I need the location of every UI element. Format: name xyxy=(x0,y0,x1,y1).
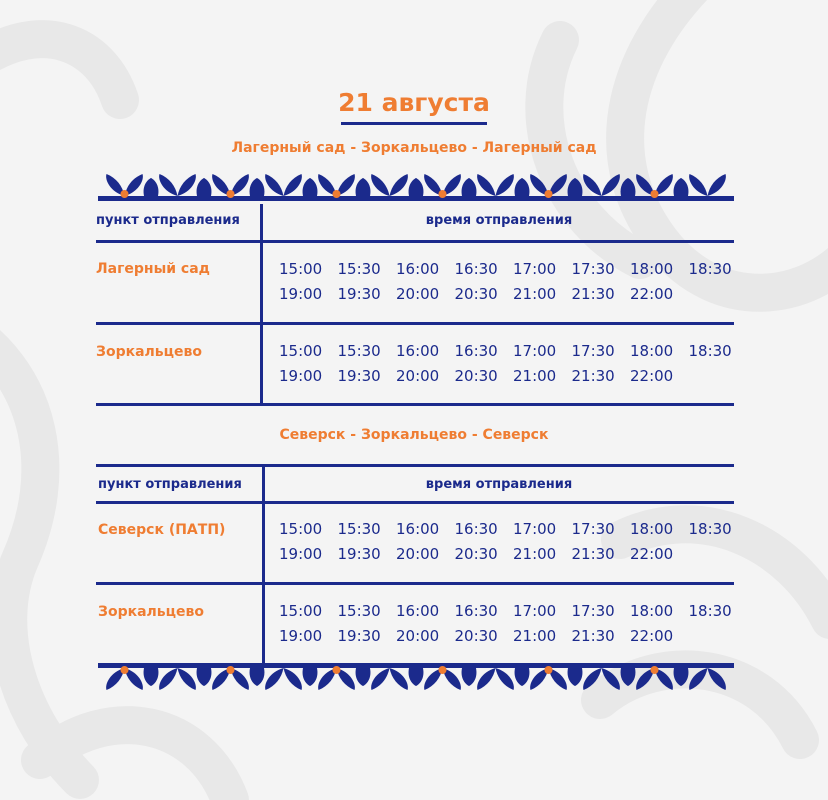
times-grid xyxy=(279,260,747,303)
time-cell: 17:30 xyxy=(571,342,615,360)
time-cell: 20:30 xyxy=(454,285,498,303)
time-cell: 20:30 xyxy=(454,545,498,563)
time-cell: 16:30 xyxy=(454,342,498,360)
time-cell: 19:30 xyxy=(337,627,381,645)
time-cell: 18:30 xyxy=(688,260,732,278)
time-cell: 18:00 xyxy=(630,520,674,538)
header-departure-point: пункт отправления xyxy=(98,477,242,492)
time-cell: 19:30 xyxy=(337,545,381,563)
time-cell: 17:00 xyxy=(513,602,557,620)
stop-name: Зоркальцево xyxy=(98,604,204,620)
times-grid xyxy=(279,602,747,645)
header-departure-time: время отправления xyxy=(425,213,573,228)
column-divider xyxy=(260,204,263,406)
time-cell: 20:00 xyxy=(396,367,440,385)
column-divider xyxy=(262,464,265,664)
time-cell: 16:30 xyxy=(454,602,498,620)
row-divider xyxy=(96,582,734,585)
time-cell: 20:00 xyxy=(396,627,440,645)
table-bottom-line xyxy=(96,403,734,406)
time-cell: 22:00 xyxy=(630,285,674,303)
time-cell: 22:00 xyxy=(630,367,674,385)
time-cell: 15:30 xyxy=(337,520,381,538)
schedule-table-1 xyxy=(96,204,734,408)
time-cell: 21:30 xyxy=(571,367,615,385)
time-cell: 16:30 xyxy=(454,520,498,538)
time-cell: 18:00 xyxy=(630,342,674,360)
time-cell: 22:00 xyxy=(630,545,674,563)
time-cell: 15:00 xyxy=(279,602,323,620)
time-cell: 15:00 xyxy=(279,260,323,278)
time-cell: 21:00 xyxy=(513,285,557,303)
date-title: 21 августа xyxy=(338,88,490,117)
time-cell: 19:00 xyxy=(279,627,323,645)
time-cell: 21:00 xyxy=(513,627,557,645)
time-cell: 15:30 xyxy=(337,260,381,278)
times-grid xyxy=(279,342,747,385)
time-cell: 18:30 xyxy=(688,520,732,538)
route-title-1: Лагерный сад - Зоркальцево - Лагерный сад xyxy=(231,140,597,156)
time-cell: 20:30 xyxy=(454,627,498,645)
time-cell: 19:30 xyxy=(337,285,381,303)
time-cell: 19:00 xyxy=(279,545,323,563)
time-cell: 16:00 xyxy=(396,342,440,360)
time-cell: 17:00 xyxy=(513,342,557,360)
title-underline xyxy=(341,122,487,125)
time-cell: 18:30 xyxy=(688,602,732,620)
time-cell: 15:30 xyxy=(337,342,381,360)
route-title-2: Северск - Зоркальцево - Северск xyxy=(279,427,549,443)
time-cell: 21:30 xyxy=(571,285,615,303)
time-cell: 20:30 xyxy=(454,367,498,385)
times-grid xyxy=(279,520,747,563)
time-cell: 19:00 xyxy=(279,285,323,303)
ornament-top xyxy=(98,172,734,202)
time-cell: 15:00 xyxy=(279,520,323,538)
time-cell: 21:00 xyxy=(513,545,557,563)
header-divider xyxy=(96,240,734,243)
time-cell: 17:00 xyxy=(513,260,557,278)
time-cell: 20:00 xyxy=(396,285,440,303)
time-cell: 16:30 xyxy=(454,260,498,278)
time-cell: 17:30 xyxy=(571,520,615,538)
header-divider xyxy=(96,501,734,504)
time-cell: 16:00 xyxy=(396,260,440,278)
time-cell: 16:00 xyxy=(396,520,440,538)
time-cell: 15:30 xyxy=(337,602,381,620)
time-cell: 18:30 xyxy=(688,342,732,360)
time-cell: 22:00 xyxy=(630,627,674,645)
time-cell: 17:30 xyxy=(571,602,615,620)
stop-name: Зоркальцево xyxy=(96,344,202,360)
time-cell: 18:00 xyxy=(630,602,674,620)
time-cell: 16:00 xyxy=(396,602,440,620)
ornament-bottom xyxy=(98,662,734,692)
time-cell: 21:00 xyxy=(513,367,557,385)
time-cell: 21:30 xyxy=(571,627,615,645)
header-departure-point: пункт отправления xyxy=(96,213,240,228)
time-cell: 15:00 xyxy=(279,342,323,360)
row-divider xyxy=(96,322,734,325)
header-departure-time: время отправления xyxy=(425,477,573,492)
time-cell: 19:30 xyxy=(337,367,381,385)
time-cell: 20:00 xyxy=(396,545,440,563)
table-top-line xyxy=(96,464,734,467)
schedule-table-2 xyxy=(96,464,734,664)
stop-name: Северск (ПАТП) xyxy=(98,522,226,538)
time-cell: 18:00 xyxy=(630,260,674,278)
time-cell: 17:00 xyxy=(513,520,557,538)
time-cell: 17:30 xyxy=(571,260,615,278)
time-cell: 19:00 xyxy=(279,367,323,385)
stop-name: Лагерный сад xyxy=(96,261,210,277)
time-cell: 21:30 xyxy=(571,545,615,563)
